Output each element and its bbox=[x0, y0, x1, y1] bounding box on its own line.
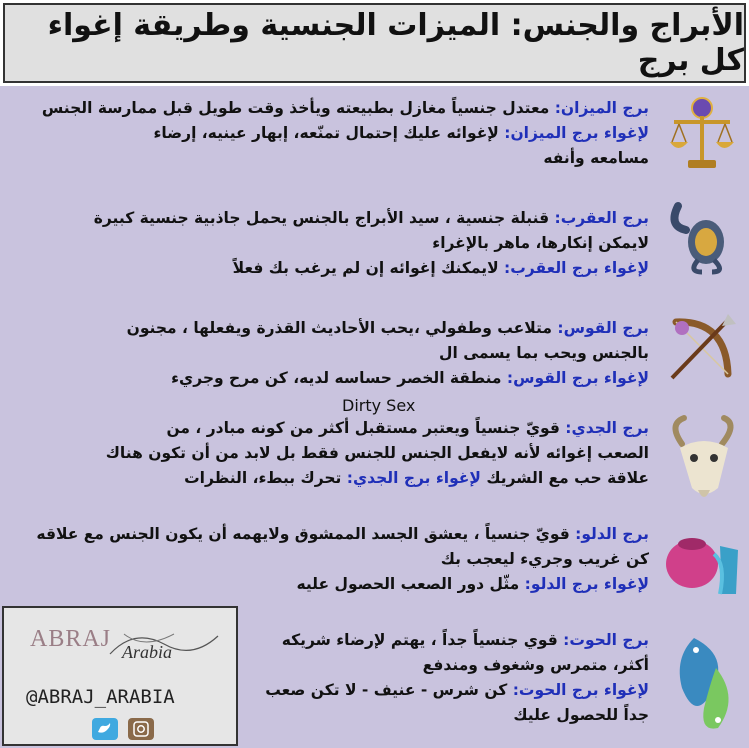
libra-icon bbox=[662, 94, 742, 174]
aquarius-text-1: قويّ جنسياً ، يعشق الجسد الممشوق ولايهمه أن يكون الجنس مع علاقه bbox=[36, 525, 576, 543]
sagittarius-text-1: متلاعب وطفولي ،يحب الأحاديث القذرة ويفعلها ، مجنون bbox=[126, 319, 558, 337]
pisces-label: برج الحوت: bbox=[563, 631, 649, 649]
aquarius-icon bbox=[662, 524, 744, 600]
libra-label: برج الميزان: bbox=[554, 99, 649, 117]
pisces-line-4 bbox=[265, 703, 649, 728]
scorpio-label: برج العقرب: bbox=[554, 209, 649, 227]
dirty-sex-caption: Dirty Sex bbox=[342, 396, 416, 415]
aquarius-line-3 bbox=[36, 572, 649, 597]
sagittarius-label: برج القوس: bbox=[557, 319, 649, 337]
aquarius-text-2: كن غريب وجريء ليعجب بك bbox=[440, 550, 649, 568]
sign-pisces bbox=[265, 628, 649, 728]
twitter-icon[interactable] bbox=[92, 718, 118, 740]
aquarius-text-3: مثّل دور الصعب الحصول عليه bbox=[296, 575, 525, 593]
capricorn-label: برج الجدي: bbox=[565, 419, 649, 437]
brand-box bbox=[2, 606, 238, 746]
brand-handle: @ABRAJ_ARABIA bbox=[26, 686, 175, 708]
scorpio-text-3: لايمكنك إغوائه إن لم يرغب بك فعلاً bbox=[232, 259, 505, 277]
pisces-text-2: أكثر، متمرس وشغوف ومندفع bbox=[422, 656, 649, 674]
aquarius-seduce-label: لإغواء برج الدلو: bbox=[524, 575, 649, 593]
page-title: الأبراج والجنس: الميزات الجنسية وطريقة إغواء كل برج bbox=[47, 8, 744, 78]
libra-seduce-label: لإغواء برج الميزان: bbox=[504, 124, 649, 142]
pisces-line-3 bbox=[265, 678, 649, 703]
header bbox=[3, 3, 746, 83]
scorpio-line-2 bbox=[94, 231, 649, 256]
libra-text-2: لإغوائه عليك إحتمال تمنّعه، إبهار عينيه، إرضاء bbox=[153, 124, 505, 142]
scorpio-line-3 bbox=[94, 256, 649, 281]
aquarius-label: برج الدلو: bbox=[575, 525, 649, 543]
capricorn-seduce-label: لإغواء برج الجدي: bbox=[346, 469, 481, 487]
libra-line-1 bbox=[42, 96, 649, 121]
pisces-icon bbox=[664, 628, 744, 738]
capricorn-line-1 bbox=[106, 416, 649, 441]
pisces-text-1: قوي جنسياً جداً ، يهتم لإرضاء شريكه bbox=[281, 631, 564, 649]
instagram-icon[interactable] bbox=[128, 718, 154, 740]
pisces-seduce-label: لإغواء برج الحوت: bbox=[512, 681, 649, 699]
pisces-line-2 bbox=[265, 653, 649, 678]
libra-text-3: مسامعه وأنفه bbox=[543, 149, 649, 167]
pisces-text-4: جداً للحصول عليك bbox=[513, 706, 649, 724]
brand-script: Arabia bbox=[122, 642, 173, 662]
brand-name: ABRAJ bbox=[30, 626, 112, 652]
libra-text-1: معتدل جنسياً مغازل بطبيعته ويأخذ وقت طويل قبل ممارسة الجنس bbox=[41, 99, 555, 117]
sign-aquarius bbox=[36, 522, 649, 597]
capricorn-icon bbox=[664, 414, 744, 504]
libra-line-3 bbox=[42, 146, 649, 171]
sagittarius-line-1 bbox=[127, 316, 649, 341]
scorpio-text-1: قنبلة جنسية ، سيد الأبراج بالجنس يحمل جاذبية جنسية كبيرة bbox=[93, 209, 555, 227]
libra-line-2 bbox=[42, 121, 649, 146]
sagittarius-text-3: منطقة الخصر حساسه لديه، كن مرح وجريء bbox=[171, 369, 507, 387]
brand-ornament-icon bbox=[104, 624, 224, 664]
sign-scorpio bbox=[94, 206, 649, 281]
capricorn-line-2 bbox=[106, 441, 649, 466]
sagittarius-icon bbox=[664, 306, 744, 386]
capricorn-text-1: قويّ جنسياً ويعتبر مستقبل أكثر من كونه مبادر ، من bbox=[166, 419, 566, 437]
scorpio-line-1 bbox=[94, 206, 649, 231]
sagittarius-seduce-label: لإغواء برج القوس: bbox=[506, 369, 649, 387]
pisces-text-3: كن شرس - عنيف - لا تكن صعب bbox=[265, 681, 513, 699]
aquarius-line-1 bbox=[36, 522, 649, 547]
capricorn-line-3 bbox=[106, 466, 649, 491]
capricorn-text-4: تحرك ببطء، النظرات bbox=[184, 469, 347, 487]
scorpio-text-2: لايمكن إنكارها، ماهر بالإغراء bbox=[432, 234, 649, 252]
sign-libra bbox=[42, 96, 649, 171]
pisces-line-1 bbox=[265, 628, 649, 653]
capricorn-text-3: علاقة حب مع الشريك bbox=[480, 469, 649, 487]
scorpio-icon bbox=[668, 196, 738, 276]
sign-capricorn bbox=[106, 416, 649, 491]
sagittarius-line-2 bbox=[127, 341, 649, 366]
aquarius-line-2 bbox=[36, 547, 649, 572]
sign-sagittarius bbox=[127, 316, 649, 391]
sagittarius-text-2: بالجنس ويحب بما يسمى ال bbox=[439, 344, 649, 362]
scorpio-seduce-label: لإغواء برج العقرب: bbox=[504, 259, 649, 277]
capricorn-text-2: الصعب إغوائه لأنه لايفعل الجنس للجنس فقط بل لابد من أن تكون هناك bbox=[105, 444, 649, 462]
sagittarius-line-3 bbox=[127, 366, 649, 391]
